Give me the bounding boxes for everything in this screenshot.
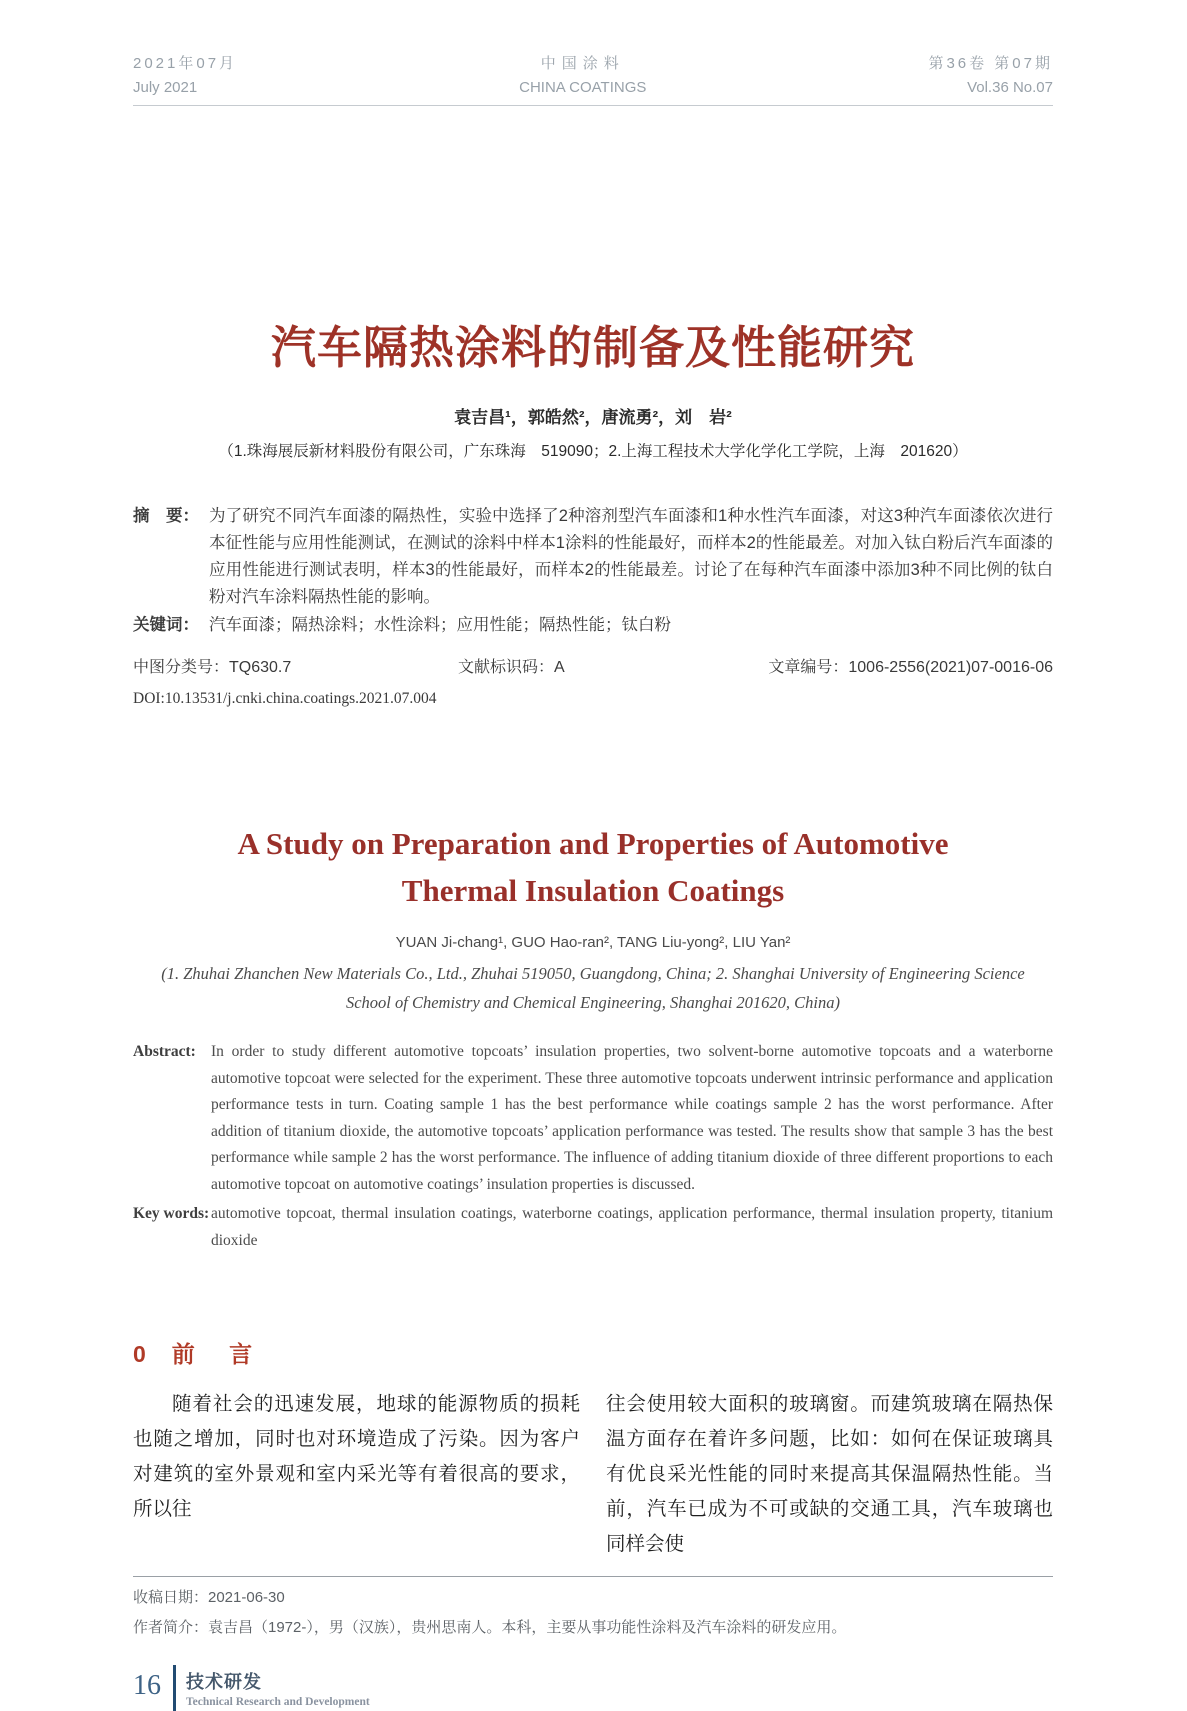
abstract-en [133, 1039, 1053, 1198]
header-issue-en: Vol.36 No.07 [967, 79, 1053, 96]
abstract-en-label: Abstract: [133, 1043, 196, 1060]
abstract-cn [133, 503, 1053, 611]
journal-name-cn: 中国涂料 [540, 55, 625, 72]
section-heading-intro [133, 1336, 1053, 1369]
authors-en: YUAN Ji-chang¹, GUO Hao-ran², TANG Liu-yong², LIU Yan² [395, 934, 791, 951]
meta-row [133, 654, 1053, 677]
journal-header [133, 52, 1053, 106]
authors-cn: 袁吉昌¹，郭皓然²，唐流勇²，刘 岩² [454, 408, 732, 427]
abstract-en-text: In order to study different automotive topcoats’ insulation properties, two solvent-borne automotive topcoats and a waterborne automotive topcoat were selected for the experiment. These three automotive topcoats underwent intrinsic performance and application performance tests in turn. Coating sample 1 has the best performance while coatings sample 2 has the worst performance. After addition of titanium dioxide, the automotive topcoats’ application performance was tested. The results show that sample 3 has the best performance while sample 2 has the worst performance. The influence of adding titanium dioxide of three different proportions to each automotive topcoat on automotive coatings’ insulation properties is discussed. [211, 1043, 1053, 1193]
keywords-en-text: automotive topcoat, thermal insulation coatings, waterborne coatings, application performance, thermal insulation property, titanium dioxide [211, 1205, 1053, 1249]
affiliation-en-line2: School of Chemistry and Chemical Engineering, Shanghai 201620, China) [345, 993, 841, 1012]
article-title-en-line2: Thermal Insulation Coatings [401, 873, 785, 908]
document-code: 文献标识码：A [458, 659, 565, 676]
header-date-cn: 2021年07月 [133, 55, 238, 72]
footer-column-cn: 技术研发 [186, 1672, 262, 1692]
abstract-cn-text: 为了研究不同汽车面漆的隔热性，实验中选择了2种溶剂型汽车面漆和1种水性汽车面漆，对这3种汽车面漆依次进行本征性能与应用性能测试，在测试的涂料中样本1涂料的性能最好，而样本2的性能最差。对加入钛白粉后汽车面漆的应用性能进行测试表明，样本3的性能最好，而样本2的性能最差。讨论了在每种汽车面漆中添加3种不同比例的钛白粉对汽车涂料隔热性能的影响。 [209, 507, 1053, 606]
author-bio: 作者简介：袁吉昌（1972-），男（汉族），贵州思南人。本科，主要从事功能性涂料及汽车涂料的研发应用。 [133, 1619, 847, 1636]
keywords-cn [133, 612, 1053, 639]
article-id: 文章编号：1006-2556(2021)07-0016-06 [768, 659, 1053, 676]
section-title: 前 言 [171, 1341, 267, 1367]
body-paragraph-left: 随着社会的迅速发展，地球的能源物质的损耗也随之增加，同时也对环境造成了污染。因为客户对建筑的室外景观和室内采光等有着很高的要求，所以往 [133, 1394, 580, 1520]
keywords-cn-label: 关键词： [133, 616, 199, 634]
keywords-en-label: Key words: [133, 1205, 210, 1222]
received-date: 收稿日期：2021-06-30 [133, 1589, 285, 1606]
page-footer [133, 1665, 1053, 1711]
body-column-right [606, 1387, 1053, 1562]
affiliation-en [133, 959, 1053, 1017]
header-date [133, 52, 237, 100]
abstract-cn-label: 摘 要： [133, 507, 199, 525]
page-number: 16 [133, 1670, 161, 1701]
section-number: 0 [133, 1341, 146, 1367]
article-title-en-line1: A Study on Preparation and Properties of Automotive [237, 826, 949, 861]
footer-column-en: Technical Research and Development [186, 1696, 370, 1708]
header-date-en: July 2021 [133, 79, 198, 96]
clc-number: 中图分类号：TQ630.7 [133, 659, 292, 676]
header-journal-name [519, 52, 646, 100]
journal-name-en: CHINA COATINGS [519, 79, 647, 96]
affiliation-cn: （1.珠海展辰新材料股份有限公司，广东珠海 519090；2.上海工程技术大学化学化工学院，上海 201620） [218, 443, 968, 460]
body-paragraph-right: 往会使用较大面积的玻璃窗。而建筑玻璃在隔热保温方面存在着许多问题，比如：如何在保证玻璃具有优良采光性能的同时来提高其保温隔热性能。当前，汽车已成为不可或缺的交通工具，汽车玻璃也同样会使 [606, 1394, 1053, 1555]
body-column-left [133, 1387, 580, 1562]
keywords-en [133, 1201, 1053, 1254]
body-columns [133, 1387, 1053, 1562]
affiliation-en-line1: (1. Zhuhai Zhanchen New Materials Co., Ltd., Zhuhai 519050, Guangdong, China; 2. Shanghai University of Engineering Science [161, 964, 1025, 983]
article-title-en [133, 820, 1053, 914]
footnote-block [133, 1576, 1053, 1639]
article-title-cn: 汽车隔热涂料的制备及性能研究 [270, 322, 915, 373]
header-issue [928, 52, 1053, 100]
keywords-cn-text: 汽车面漆；隔热涂料；水性涂料；应用性能；隔热性能；钛白粉 [209, 616, 671, 634]
header-issue-cn: 第36卷 第07期 [928, 55, 1053, 72]
footer-divider-bar [173, 1665, 176, 1711]
doi: DOI:10.13531/j.cnki.china.coatings.2021.07.004 [133, 690, 437, 707]
footer-column-name [186, 1668, 370, 1708]
